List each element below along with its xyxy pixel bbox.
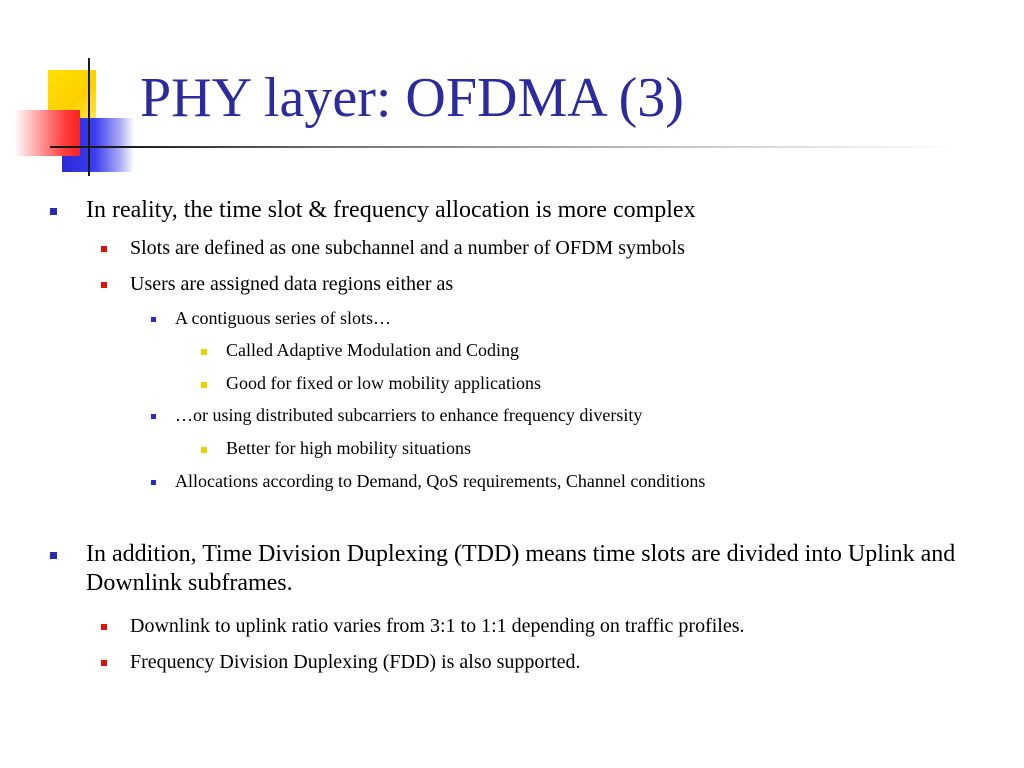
slide-title: PHY layer: OFDMA (3) <box>140 67 684 129</box>
square-bullet-icon <box>101 624 107 630</box>
square-bullet-icon <box>101 660 107 666</box>
list-item: …or using distributed subcarriers to enhance frequency diversity <box>175 405 642 427</box>
list-item: Frequency Division Duplexing (FDD) is also supported. <box>130 650 581 674</box>
square-bullet-icon <box>201 447 207 453</box>
square-bullet-icon <box>101 246 107 252</box>
square-bullet-icon <box>50 208 57 215</box>
square-bullet-icon <box>151 317 156 322</box>
list-item: Called Adaptive Modulation and Coding <box>226 340 519 362</box>
list-item: Better for high mobility situations <box>226 438 471 460</box>
square-bullet-icon <box>101 282 107 288</box>
square-bullet-icon <box>50 552 57 559</box>
list-item: Downlink to uplink ratio varies from 3:1 to 1:1 depending on traffic profiles. <box>130 614 745 638</box>
square-bullet-icon <box>201 382 207 388</box>
square-bullet-icon <box>201 349 207 355</box>
list-item: Allocations according to Demand, QoS requirements, Channel conditions <box>175 471 705 493</box>
list-item: Good for fixed or low mobility applications <box>226 373 541 395</box>
square-bullet-icon <box>151 414 156 419</box>
list-item: In addition, Time Division Duplexing (TDD) means time slots are divided into Uplink and Downlink subframes. <box>86 540 996 598</box>
list-item: Slots are defined as one subchannel and a number of OFDM symbols <box>130 236 685 260</box>
square-bullet-icon <box>151 480 156 485</box>
list-item: A contiguous series of slots… <box>175 308 391 330</box>
list-item: In reality, the time slot & frequency allocation is more complex <box>86 196 696 225</box>
list-item: Users are assigned data regions either as <box>130 272 453 296</box>
